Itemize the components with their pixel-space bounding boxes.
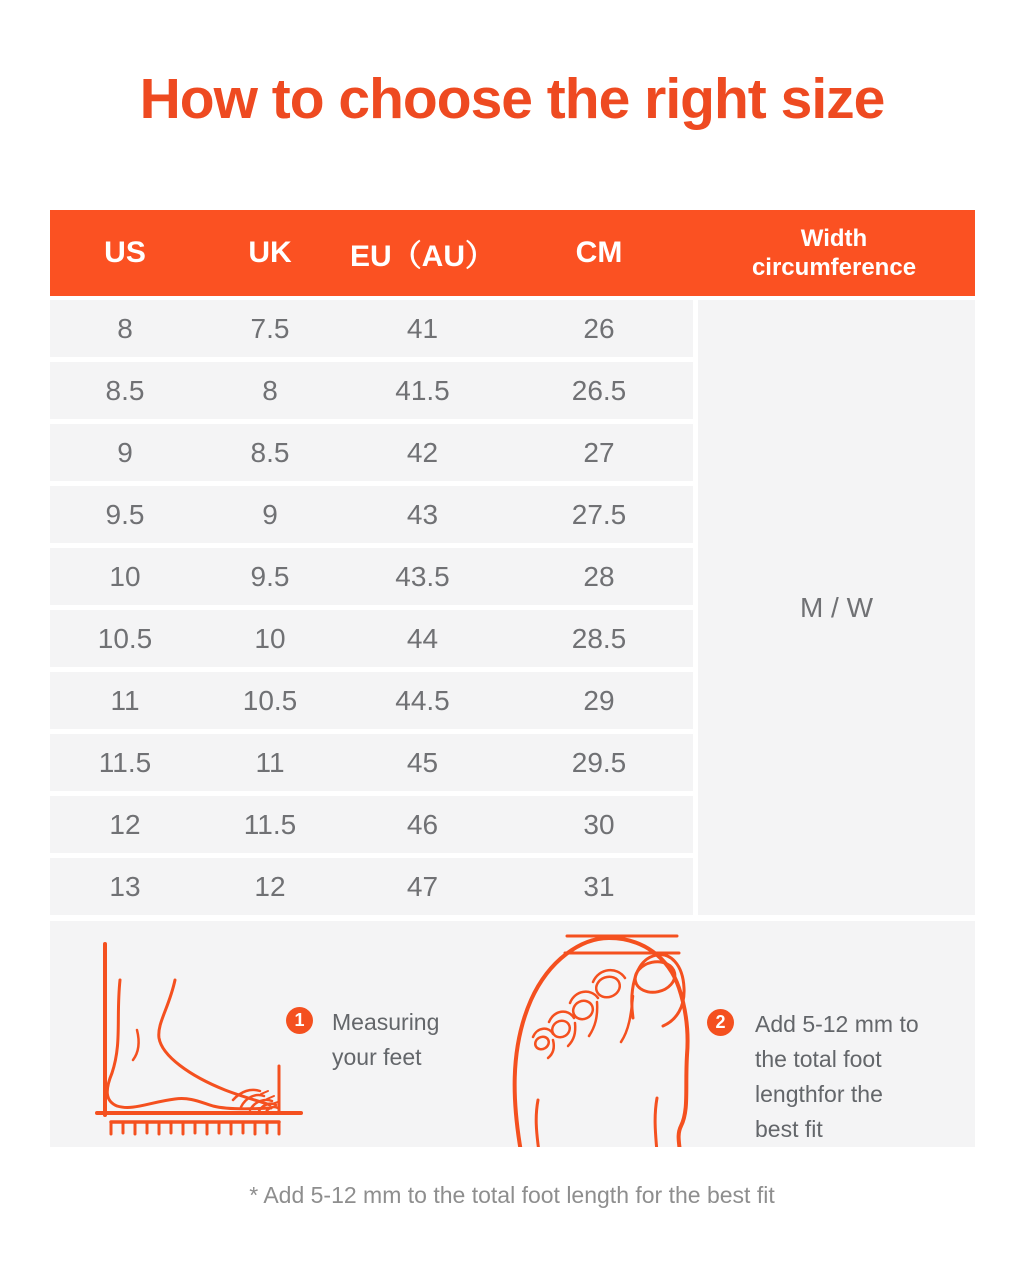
size-cell-uk: 11: [255, 746, 285, 778]
table-row: [50, 610, 693, 667]
size-cell-us: 8.5: [105, 374, 145, 406]
size-cell-cm: 27: [583, 436, 615, 468]
step-1-line: your feet: [332, 1044, 422, 1070]
size-cell-us: 8: [117, 312, 133, 344]
header-cell-width-circumference: [693, 210, 975, 296]
width-circumference-value-cell: M / W: [698, 300, 975, 915]
foot-top-view-icon: [505, 930, 707, 1147]
size-cell-cm: 28.5: [571, 622, 627, 654]
size-cell-cm: 26.5: [571, 374, 627, 406]
step-2-number: 2: [715, 1012, 726, 1032]
size-cell-us: 13: [109, 870, 141, 902]
header-cell-us: US: [104, 236, 146, 269]
footnote: * Add 5-12 mm to the total foot length for the best fit: [249, 1182, 775, 1208]
size-cell-us: 11: [110, 684, 140, 716]
size-cell-eu: 41.5: [395, 374, 450, 406]
header-cell-cm: CM: [575, 236, 623, 269]
step-2-badge: [707, 1009, 734, 1036]
size-cell-uk: 9: [262, 498, 278, 530]
size-cell-cm: 29.5: [571, 746, 627, 778]
size-cell-uk: 11.5: [243, 808, 297, 840]
size-cell-us: 9: [117, 436, 133, 468]
table-row: [50, 486, 693, 543]
size-cell-us: 10.5: [97, 622, 153, 654]
step-2-line: lengthfor the: [755, 1081, 883, 1107]
size-cell-uk: 9.5: [250, 560, 290, 592]
size-cell-uk: 8.5: [250, 436, 290, 468]
table-row: [50, 734, 693, 791]
size-cell-cm: 30: [583, 808, 615, 840]
size-cell-eu: 42: [406, 436, 439, 468]
table-row: [50, 424, 693, 481]
size-cell-us: 12: [109, 808, 141, 840]
size-table: [50, 210, 975, 915]
size-cell-cm: 28: [583, 560, 615, 592]
size-cell-eu: 45: [406, 746, 439, 778]
step-2-line: best fit: [755, 1116, 823, 1142]
table-row: [50, 796, 693, 853]
size-cell-us: 10: [109, 560, 141, 592]
size-cell-cm: 29: [583, 684, 615, 716]
table-row: [50, 548, 693, 605]
table-row: [50, 858, 693, 915]
size-cell-eu: 43.5: [395, 560, 450, 592]
size-cell-uk: 10: [254, 622, 286, 654]
size-cell-uk: 10.5: [242, 684, 298, 716]
page-title: How to choose the right size: [139, 67, 885, 131]
size-cell-uk: 7.5: [250, 312, 290, 344]
size-cell-eu: 44: [406, 622, 439, 654]
size-rows: [50, 300, 693, 915]
size-cell-cm: 27.5: [571, 498, 627, 530]
size-cell-us: 11.5: [98, 746, 152, 778]
table-row: [50, 300, 693, 357]
step-2-text: [755, 1007, 919, 1147]
size-cell-eu: 43: [406, 498, 439, 530]
size-cell-us: 9.5: [105, 498, 145, 530]
step-1-line: Measuring: [332, 1009, 440, 1035]
table-row: [50, 362, 693, 419]
step-1-number: 1: [294, 1010, 305, 1030]
header-cell-eu-au: EU（AU）: [349, 240, 495, 273]
table-row: [50, 672, 693, 729]
step-2-line: the total foot: [755, 1046, 882, 1072]
table-body: [50, 300, 975, 915]
size-cell-uk: 8: [262, 374, 278, 406]
foot-side-view-icon: [95, 938, 307, 1140]
size-cell-cm: 31: [583, 870, 615, 902]
measuring-guide-panel: [50, 921, 975, 1147]
step-1-badge: [286, 1007, 313, 1034]
table-header-row: [50, 210, 975, 296]
size-cell-cm: 26: [583, 312, 615, 344]
size-cell-eu: 41: [406, 312, 439, 344]
step-2-line: Add 5-12 mm to: [755, 1011, 919, 1037]
size-cell-eu: 46: [406, 808, 439, 840]
width-circumference-label: Width circumference: [751, 225, 917, 281]
size-cell-uk: 12: [254, 870, 286, 902]
size-cell-eu: 47: [406, 870, 439, 902]
header-cell-uk: UK: [248, 236, 292, 269]
step-1-text: [332, 1005, 439, 1075]
size-cell-eu: 44.5: [395, 684, 450, 716]
